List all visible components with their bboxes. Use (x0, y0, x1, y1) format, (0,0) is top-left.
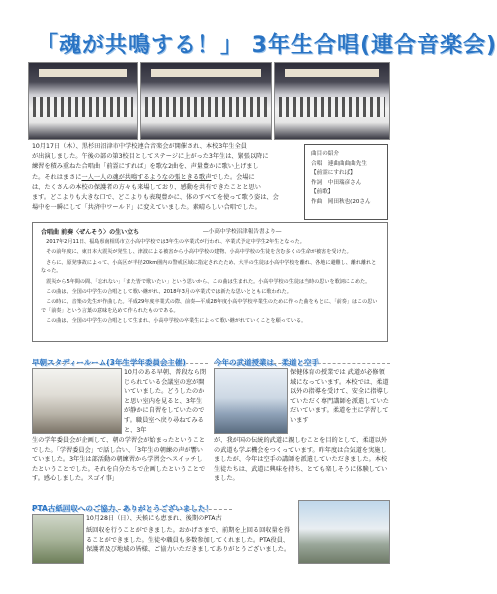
intro-line (32, 173, 296, 183)
choir-photo-2 (140, 62, 272, 140)
song-origin-paragraph: 2017年2月11日、福島県南相馬市立小高中学校では3年生の卒業式が行われ、卒業式予定中学生2年生となった。 (41, 239, 305, 245)
intro-article (32, 142, 296, 218)
intro-line: 10月17日（木）、黒杉田沼津市中学校連合音楽会が開催され、本校3年生全員 (32, 143, 247, 150)
stage-banner (39, 69, 127, 77)
budo-text-bottom: が、我が国の伝統的武道に親しむことを目的として、柔道以外の武道も学ぶ機会をつくっています。昨年度は合気道を実施しましたが、今年は空手の講師を派遣していただきました。本校生徒たちは、武道に興味を持ち、とても楽しそうに体験していました。 (214, 437, 388, 483)
pta-heading (32, 496, 232, 513)
program-line: 【前霊にすれば】 (311, 170, 356, 177)
choir-photo-1 (28, 62, 138, 140)
study-room-photo (32, 368, 122, 434)
intro-line: 場中を一瞬にして「共済中ワールド」に変えていました。素晴らしい合唱でした。 (32, 204, 261, 212)
karate-class-photo (214, 368, 288, 434)
choir-singers (145, 97, 267, 117)
program-line: 【前歌】 (311, 189, 334, 196)
song-origin-source: ―小高中学校沼津報告書より― (203, 229, 282, 235)
morning-study-text-bottom: 生の学年委員会が企画して、朝の学習会が始まったということでした。「学習委員会」で話し合い、「3年生の朝練の声が響いていました。3年生は部活動の朝練習から学習会へスイッチしたということでした。それを自分たちで企画したということです。感心しました。スゴイ事」 (32, 437, 206, 483)
outdoor-karate-photo (298, 500, 390, 564)
budo-heading (214, 350, 390, 367)
song-origin-paragraph: 震災から5年間の間、「忘れない」「また皆で歌いたい」という思いから、この曲は生まれた。小高中学校の生徒は当時の思いを歌詞にこめた。 (41, 278, 371, 285)
budo-text-right: 保健体育の授業では 武道が必修領域になっています。本校では、柔道以外の指導を受けて、安全に指導していただく専門講師を派遣していただいています。柔道を主に学習しています (290, 369, 389, 424)
program-line: 作詞 中田瑞彦さん (311, 179, 362, 186)
program-box (304, 144, 388, 220)
program-line: 曲目の紹介 (311, 151, 339, 157)
song-origin-paragraph: この曲は、全国の中学生の合唱として生まれ、小高中学校の卒業生によって歌い継がれていくことを願っている。 (41, 318, 307, 325)
program-line: 合唱 連曲曲曲曲先生 (311, 160, 367, 167)
song-origin-title: 合唱曲 前奏〈ぜんそう〉の生い立ち (41, 229, 140, 236)
intro-line: は、たくさんの本校の保護者の方々も来場しており、感動を共有できたことと思い (32, 183, 261, 191)
stage-banner (151, 69, 261, 77)
song-origin-paragraph: さらに、原発事故によって、小高区が半径20km圏内の警戒区域に指定されたため、大半の生徒は小高中学校を離れ、各地に避難し、離れ離れとなった。 (41, 259, 377, 275)
song-origin-box (32, 222, 388, 342)
song-origin-paragraph: この曲は、全国の中学生の合唱として歌い継がれ、2018年3月の卒業式では新たな思いとともに歌われた。 (41, 289, 292, 296)
intro-line: が出演しました。午後の部の第3校目としてステージに上がった3年生は、緊張以降に (32, 153, 269, 161)
intro-line: 練習を積み重ねた合唱曲「前霊にすれば」を歌な2曲を、声量豊かに歌い上げまし (32, 163, 259, 171)
pta-title: PTA古紙回収へのご協力、ありがとうございました！ (32, 504, 213, 513)
morning-study-title: 早朝スタディールーム(3年生学年委員会主催) (32, 358, 186, 367)
paper-collection-photo (32, 514, 84, 564)
intro-text: でした。会場に (211, 173, 255, 181)
choir-photo-3 (274, 62, 390, 140)
budo-title: 今年の武道授業は、柔道と空手 (214, 358, 319, 367)
pta-text-bottom: 紙回収を行うことができました。おかげさまで、前期を上回る回収量を得ることができました。生徒や職員も多数参加してくれました。PTA役員、保護者及び地域の皆様、ご協力いただきましてありがとうございました。 (86, 527, 291, 554)
program-line: 作曲 岡田秋也(20さん (311, 198, 371, 205)
song-origin-paragraph: その前年度に、東日本大震災が発生し、津波による被害から小高中学校の建物、小高中学校の生徒を含む多くの生命が被害を受けた。 (41, 249, 352, 256)
morning-study-heading (32, 350, 208, 367)
intro-highlight: 一人一人の魂が共鳴するようなの張ときる歌声 (81, 173, 212, 181)
choir-singers (33, 97, 133, 117)
page-title: 「魂が共鳴する！」 3年生合唱(連合音楽会) (36, 33, 497, 58)
morning-study-text-right: 10月のある早朝、普段なら閉じられている会議室の窓が開いていました。どうしたのかと思い室内を見ると、3年生が静かに自習をしていたのです。職員室へ戻り尋ねてみると、3年 (124, 369, 207, 434)
intro-text: た。それはまさに (32, 173, 82, 181)
pta-text-right: 10月28日（日）、天候にも恵まれ、後期のPTA古 (86, 515, 222, 522)
intro-line: ます。どこよりも大きな口で、どこよりも表現豊かに、体のすべてを使って歌う姿は、会 (32, 194, 279, 202)
stage-banner (285, 69, 379, 77)
song-origin-paragraph: この時に、音楽の先生が作曲した。平成29年度卒業式の際、前奏―平成28年度小高中学校卒業生のために作った曲をもとに、「前奏」はこの思いで「前奏」という言葉の意味を込めて作られたものである。 (41, 299, 378, 314)
choir-singers (279, 97, 385, 117)
